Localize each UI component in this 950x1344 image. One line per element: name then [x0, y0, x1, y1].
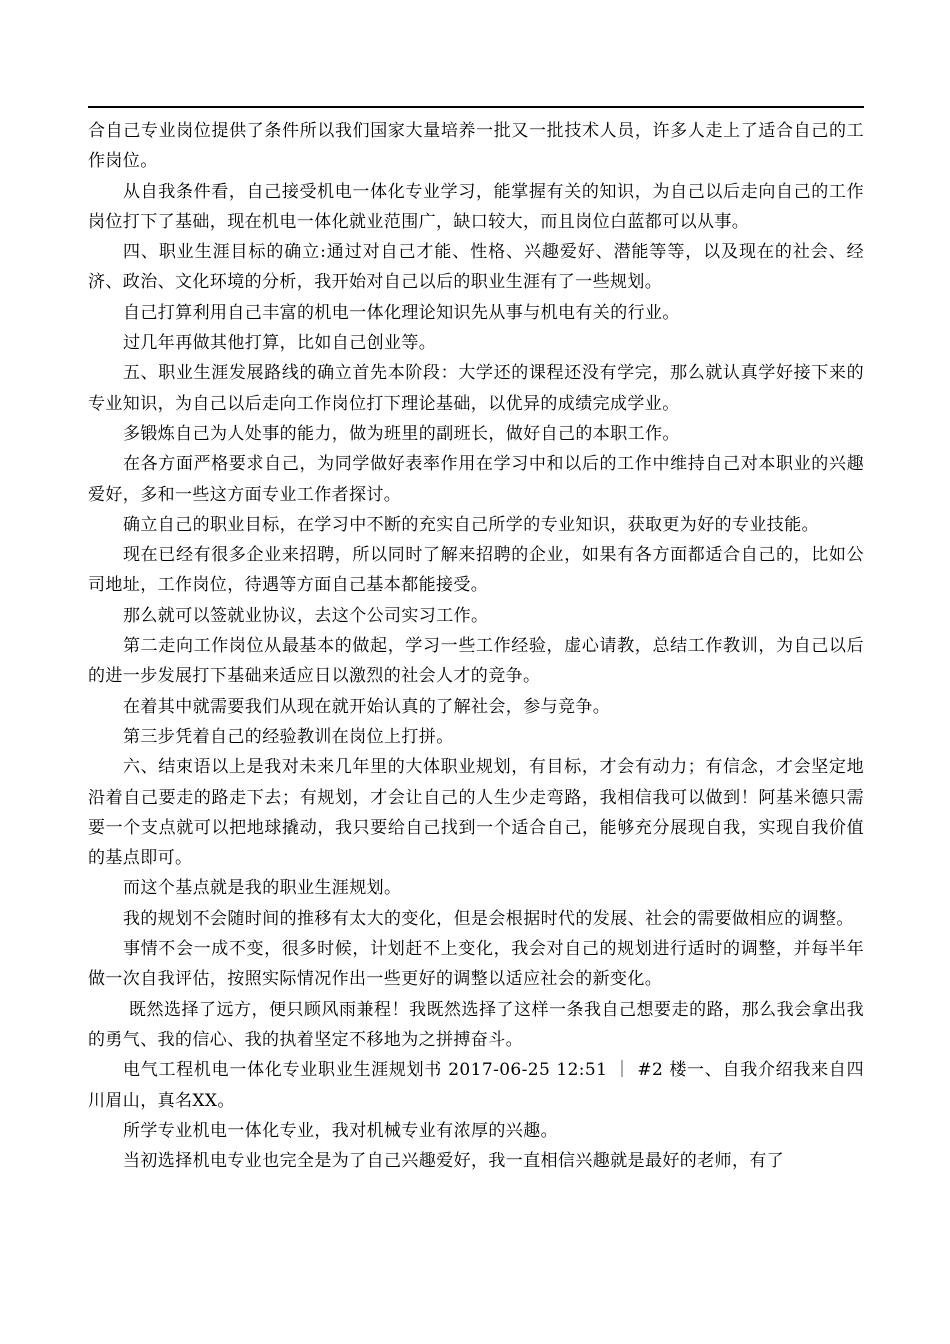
paragraph: 我的规划不会随时间的推移有太大的变化，但是会根据时代的发展、社会的需要做相应的调整。 — [123, 908, 854, 929]
paragraph: 事情不会一成不变，很多时候，计划赶不上变化，我会对自己的规划进行适时的调整，并每半年做一次自我评估，按照实际情况作出一些更好的调整以适应社会的新变化。 — [88, 939, 864, 990]
paragraph: 自己打算利用自己丰富的机电一体化理论知识先从事与机电有关的行业。 — [123, 302, 680, 323]
paragraph: 所学专业机电一体化专业，我对机械专业有浓厚的兴趣。 — [123, 1120, 558, 1141]
paragraph: 从自我条件看，自己接受机电一体化专业学习，能掌握有关的知识，为自己以后走向自己的工作岗位打下了基础，现在机电一体化就业范围广，缺口较大，而且岗位白蓝都可以从事。 — [88, 181, 864, 232]
paragraph: 第三步凭着自己的经验教训在岗位上打拼。 — [123, 726, 454, 747]
header-rule — [88, 106, 864, 108]
paragraph: 四、职业生涯目标的确立:通过对自己才能、性格、兴趣爱好、潜能等等，以及现在的社会、经济、政治、文化环境的分析，我开始对自己以后的职业生涯有了一些规划。 — [88, 242, 864, 293]
paragraph: 五、职业生涯发展路线的确立首先本阶段：大学还的课程还没有学完，那么就认真学好接下来的专业知识，为自己以后走向工作岗位打下理论基础，以优异的成绩完成学业。 — [88, 363, 864, 414]
paragraph: 电气工程机电一体化专业职业生涯规划书 2017-06-25 12:51 ｜ #2 楼一、自我介绍我来自四川眉山，真名XX。 — [88, 1060, 864, 1111]
paragraph: 合自己专业岗位提供了条件所以我们国家大量培养一批又一批技术人员，许多人走上了适合自己的工作岗位。 — [88, 121, 864, 172]
paragraph: 第二走向工作岗位从最基本的做起，学习一些工作经验，虚心请教，总结工作教训，为自己以后的进一步发展打下基础来适应日以激烈的社会人才的竞争。 — [88, 636, 864, 687]
paragraph: 那么就可以签就业协议，去这个公司实习工作。 — [123, 605, 489, 626]
paragraph: 既然选择了远方，便只顾风雨兼程！我既然选择了这样一条我自己想要走的路，那么我会拿出我的勇气、我的信心、我的执着坚定不移地为之拼搏奋斗。 — [88, 999, 864, 1050]
paragraph: 当初选择机电专业也完全是为了自己兴趣爱好，我一直相信兴趣就是最好的老师，有了 — [123, 1151, 785, 1172]
paragraph: 现在已经有很多企业来招聘，所以同时了解来招聘的企业，如果有各方面都适合自己的，比如公司地址，工作岗位，待遇等方面自己基本都能接受。 — [88, 545, 864, 596]
paragraph: 而这个基点就是我的职业生涯规划。 — [123, 878, 402, 899]
paragraph: 确立自己的职业目标，在学习中不断的充实自己所学的专业知识，获取更为好的专业技能。 — [123, 514, 819, 535]
paragraph: 过几年再做其他打算，比如自己创业等。 — [123, 333, 437, 354]
document-body — [88, 116, 864, 1176]
paragraph: 六、结束语以上是我对未来几年里的大体职业规划，有目标，才会有动力；有信念，才会坚定地沿着自己要走的路走下去；有规划，才会让自己的人生少走弯路，我相信我可以做到！阿基米德只需要一个支点就可以把地球撬动，我只要给自己找到一个适合自己，能够充分展现自我，实现自我价值的基点即可。 — [88, 757, 864, 869]
paragraph: 在着其中就需要我们从现在就开始认真的了解社会，参与竞争。 — [123, 696, 611, 717]
paragraph: 在各方面严格要求自己，为同学做好表率作用在学习中和以后的工作中维持自己对本职业的兴趣爱好，多和一些这方面专业工作者探讨。 — [88, 454, 864, 505]
paragraph: 多锻炼自己为人处事的能力，做为班里的副班长，做好自己的本职工作。 — [123, 423, 680, 444]
